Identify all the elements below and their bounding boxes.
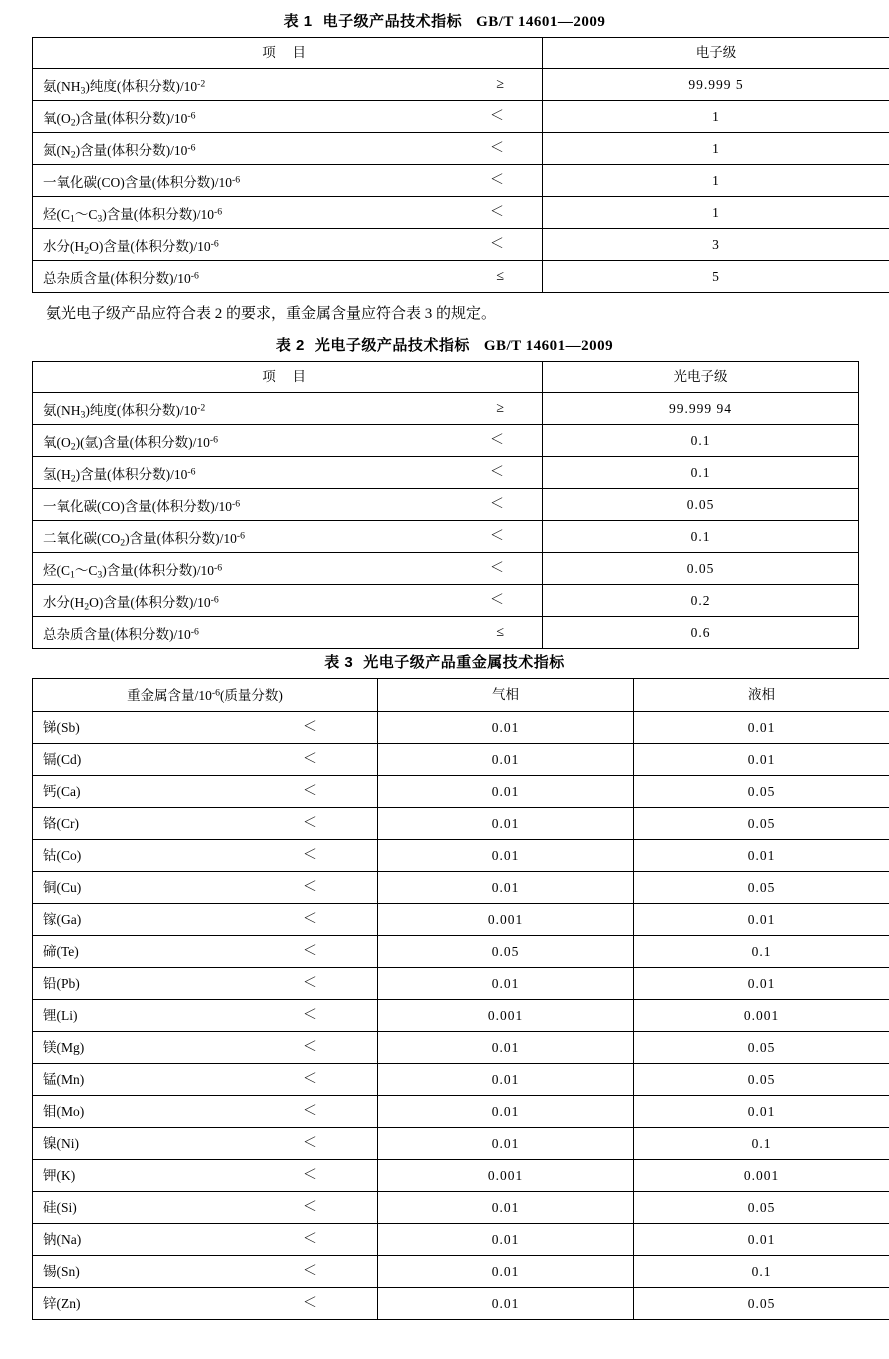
table3-operator: ＜ xyxy=(303,1167,317,1183)
table1-operator: ＜ xyxy=(490,237,504,252)
table-row xyxy=(33,775,889,807)
table2-value-cell xyxy=(543,424,859,456)
table3-metal-cell xyxy=(33,1191,378,1223)
table3-gas-text: 0.01 xyxy=(491,1295,520,1311)
table3-metal-cell xyxy=(33,1127,378,1159)
table3-operator: ＜ xyxy=(303,783,317,799)
table2-caption-number: 表 2 xyxy=(275,336,305,354)
table3-liquid-cell xyxy=(634,1063,889,1095)
table3-operator: ＜ xyxy=(303,1071,317,1087)
table2-item-text: 总杂质含量(体积分数)$/10^{-6}$ xyxy=(43,626,199,642)
table3-metal-text: 铅(Pb) xyxy=(43,975,80,991)
table3-metal-text: 铜(Cu) xyxy=(43,879,82,895)
table1-operator: ＜ xyxy=(490,173,504,188)
table3-liquid-text: 0.01 xyxy=(747,1103,776,1119)
table3-gas-text: 0.01 xyxy=(491,751,520,767)
table3-gas-cell xyxy=(378,807,634,839)
table3-liquid-cell xyxy=(634,1223,889,1255)
table3-gas-text: 0.01 xyxy=(491,815,520,831)
table3-liquid-text: 0.01 xyxy=(747,911,776,927)
table3-metal-text: 钙(Ca) xyxy=(43,783,81,799)
table3-metal-cell xyxy=(33,775,378,807)
table3-header-liquid: 液相 xyxy=(634,678,889,711)
table2-item-text: 烃$(C_1\sim C_3)$含量(体积分数)$/10^{-6}$ xyxy=(43,562,223,581)
table3-metal-cell xyxy=(33,1223,378,1255)
table1-header-item xyxy=(33,38,543,69)
table1-value-cell xyxy=(543,133,889,165)
table-row xyxy=(33,743,889,775)
table-row xyxy=(33,1127,889,1159)
table3-liquid-text: 0.001 xyxy=(743,1007,780,1023)
table3-metal-cell xyxy=(33,711,378,743)
table3-liquid-cell xyxy=(634,967,889,999)
table3-operator: ＜ xyxy=(303,815,317,831)
table2-caption-standard: GB/T 14601—2009 xyxy=(483,337,614,354)
table-row xyxy=(33,903,889,935)
table2-head xyxy=(33,361,859,392)
table3-liquid-cell xyxy=(634,1127,889,1159)
table3-gas-cell xyxy=(378,999,634,1031)
table2-value-cell xyxy=(543,488,859,520)
table3-metal-cell xyxy=(33,807,378,839)
table1-head xyxy=(33,38,889,69)
table2-item-cell xyxy=(33,456,543,488)
table3-metal-text: 钠(Na) xyxy=(43,1231,82,1247)
table3-metal-cell xyxy=(33,839,378,871)
table3-metal-cell xyxy=(33,871,378,903)
table3-liquid-cell xyxy=(634,1287,889,1319)
table3-liquid-text: 0.05 xyxy=(747,783,776,799)
table3-caption-number: 表 3 xyxy=(324,653,354,671)
table3-liquid-text: 0.01 xyxy=(747,975,776,991)
table2-value-text: 0.1 xyxy=(690,464,711,480)
table-row xyxy=(33,1223,889,1255)
table3-liquid-cell xyxy=(634,903,889,935)
table3-gas-cell xyxy=(378,1095,634,1127)
table3-liquid-text: 0.01 xyxy=(747,719,776,735)
table3-caption-title: 光电子级产品重金属技术指标 xyxy=(363,653,565,671)
table3-liquid-cell xyxy=(634,839,889,871)
table-row xyxy=(33,69,889,101)
table3-gas-text: 0.01 xyxy=(491,1231,520,1247)
table3-liquid-cell xyxy=(634,807,889,839)
table3-gas-cell xyxy=(378,1159,634,1191)
table-row xyxy=(33,1191,889,1223)
table2-operator: ＜ xyxy=(490,464,504,480)
table3-operator: ＜ xyxy=(303,1295,317,1311)
table-row xyxy=(33,552,859,584)
table3-gas-cell xyxy=(378,743,634,775)
table3-metal-text: 锑(Sb) xyxy=(43,719,80,735)
table2-operator: ＜ xyxy=(490,432,504,448)
table1-value-text: 1 xyxy=(712,173,720,188)
table1-item-cell xyxy=(33,165,543,197)
table1-operator: ≥ xyxy=(496,77,504,92)
table3-operator: ＜ xyxy=(303,943,317,959)
table3-gas-text: 0.001 xyxy=(487,911,524,927)
table3-operator: ＜ xyxy=(303,1135,317,1151)
table1-item-text: 一氧化碳(CO)含量(体积分数)$/10^{-6}$ xyxy=(43,175,241,191)
table-row xyxy=(33,520,859,552)
table2-operator: ≤ xyxy=(496,624,504,640)
table-row xyxy=(33,101,889,133)
table3-operator: ＜ xyxy=(303,1103,317,1119)
table3-body xyxy=(33,711,889,1319)
table3-liquid-cell xyxy=(634,871,889,903)
table-row xyxy=(33,999,889,1031)
table2-header-item xyxy=(33,361,543,392)
table1-item-text: 水分$(H_2O)$含量(体积分数)$/10^{-6}$ xyxy=(43,239,219,257)
table2-item-text: 氧$(O_2)$(氩)含量(体积分数)$/10^{-6}$ xyxy=(43,434,218,453)
table3-metal-text: 钼(Mo) xyxy=(43,1103,85,1119)
table2-value-cell xyxy=(543,616,859,648)
table3-operator: ＜ xyxy=(303,847,317,863)
table3-metal-cell xyxy=(33,999,378,1031)
table3-section xyxy=(16,651,873,1320)
table3-gas-cell xyxy=(378,839,634,871)
table3-gas-cell xyxy=(378,903,634,935)
table-row xyxy=(33,165,889,197)
table1-operator: ＜ xyxy=(490,205,504,220)
table1-item-text: 氨$(NH_3)$纯度(体积分数)$/10^{-2}$ xyxy=(43,79,206,97)
table3-operator: ＜ xyxy=(303,719,317,735)
table3-gas-cell xyxy=(378,1287,634,1319)
table3-liquid-cell xyxy=(634,711,889,743)
table1-value-cell xyxy=(543,229,889,261)
table3-operator: ＜ xyxy=(303,1263,317,1279)
table3-gas-cell xyxy=(378,1063,634,1095)
table1-header-row xyxy=(33,38,889,69)
table1-item-cell xyxy=(33,101,543,133)
table3-gas-cell xyxy=(378,1031,634,1063)
table-row xyxy=(33,839,889,871)
table3-metal-cell xyxy=(33,1095,378,1127)
table3-liquid-cell xyxy=(634,1095,889,1127)
table1-item-cell xyxy=(33,229,543,261)
table3-metal-cell xyxy=(33,1031,378,1063)
table-row xyxy=(33,1159,889,1191)
table3-liquid-cell xyxy=(634,775,889,807)
table-row xyxy=(33,133,889,165)
table2 xyxy=(32,361,859,649)
table3-operator: ＜ xyxy=(303,1007,317,1023)
table3-liquid-text: 0.01 xyxy=(747,847,776,863)
table2-item-text: 水分$(H_2O)$含量(体积分数)$/10^{-6}$ xyxy=(43,594,219,613)
table-row xyxy=(33,1031,889,1063)
table3-gas-text: 0.001 xyxy=(487,1167,524,1183)
table2-section xyxy=(16,334,873,649)
table2-value-cell xyxy=(543,584,859,616)
table3-liquid-text: 0.05 xyxy=(747,1295,776,1311)
table1-item-cell xyxy=(33,197,543,229)
table3-liquid-text: 0.1 xyxy=(751,1135,772,1151)
table1-item-text: 氧$(O_2)$含量(体积分数)$/10^{-6}$ xyxy=(43,111,196,129)
table-row xyxy=(33,807,889,839)
table2-operator: ＜ xyxy=(490,592,504,608)
table3-gas-text: 0.001 xyxy=(487,1007,524,1023)
table3-gas-cell xyxy=(378,1191,634,1223)
table3-gas-text: 0.01 xyxy=(491,1199,520,1215)
table3-metal-cell xyxy=(33,1287,378,1319)
table-row xyxy=(33,1095,889,1127)
table3-wrapper xyxy=(32,678,873,1320)
table3-metal-text: 钴(Co) xyxy=(43,847,82,863)
table1-value-cell xyxy=(543,197,889,229)
table3-caption xyxy=(16,651,873,672)
table1-value-cell xyxy=(543,69,889,101)
table3-metal-text: 锡(Sn) xyxy=(43,1263,80,1279)
table1-item-text: 氮$(N_2)$含量(体积分数)$/10^{-6}$ xyxy=(43,143,196,161)
table3-gas-cell xyxy=(378,935,634,967)
table-row xyxy=(33,1063,889,1095)
table3-gas-cell xyxy=(378,1223,634,1255)
table3-gas-text: 0.01 xyxy=(491,783,520,799)
table3-gas-cell xyxy=(378,775,634,807)
table2-header-item-text: 项 目 xyxy=(262,368,313,384)
table3-metal-text: 钾(K) xyxy=(43,1167,76,1183)
table3-metal-text: 铬(Cr) xyxy=(43,815,79,831)
table-row xyxy=(33,967,889,999)
table1-caption-number: 表 1 xyxy=(283,13,313,30)
table3-gas-cell xyxy=(378,1127,634,1159)
table2-operator: ＜ xyxy=(490,496,504,512)
table2-operator: ＜ xyxy=(490,528,504,544)
table1-caption-standard: GB/T 14601—2009 xyxy=(476,14,606,30)
table-row xyxy=(33,616,859,648)
table3-gas-text: 0.01 xyxy=(491,1135,520,1151)
table3-metal-text: 碲(Te) xyxy=(43,943,79,959)
table2-value-text: 0.05 xyxy=(686,496,715,512)
table3-metal-text: 锌(Zn) xyxy=(43,1295,81,1311)
table1-item-cell xyxy=(33,261,543,293)
table3-gas-cell xyxy=(378,1255,634,1287)
table3-liquid-text: 0.01 xyxy=(747,751,776,767)
table2-item-cell xyxy=(33,552,543,584)
table2-item-cell xyxy=(33,424,543,456)
table2-operator: ＜ xyxy=(490,560,504,576)
table1-item-text: 总杂质含量(体积分数)$/10^{-6}$ xyxy=(43,271,199,287)
table1-item-cell xyxy=(33,133,543,165)
table1-value-text: 1 xyxy=(712,141,720,156)
table2-caption xyxy=(16,334,873,355)
table1-header-grade: 电子级 xyxy=(543,38,889,69)
table3-gas-text: 0.01 xyxy=(491,1103,520,1119)
table3-metal-text: 镍(Ni) xyxy=(43,1135,79,1151)
table2-value-text: 0.1 xyxy=(690,432,711,448)
table-row xyxy=(33,711,889,743)
table3-liquid-text: 0.1 xyxy=(751,1263,772,1279)
table-row xyxy=(33,584,859,616)
table2-value-text: 0.1 xyxy=(690,528,711,544)
table3 xyxy=(32,678,889,1320)
table3-operator: ＜ xyxy=(303,911,317,927)
table3-metal-cell xyxy=(33,1255,378,1287)
table1-value-cell xyxy=(543,165,889,197)
table2-value-cell xyxy=(543,456,859,488)
table-row xyxy=(33,935,889,967)
table3-metal-text: 锂(Li) xyxy=(43,1007,78,1023)
table3-operator: ＜ xyxy=(303,1039,317,1055)
table-row xyxy=(33,261,889,293)
table1-value-text: 1 xyxy=(712,205,720,220)
table2-value-cell xyxy=(543,552,859,584)
table1-value-text: 5 xyxy=(712,269,720,284)
table1-item-cell xyxy=(33,69,543,101)
table2-item-text: 氢$(H_2)$含量(体积分数)$/10^{-6}$ xyxy=(43,466,196,485)
table2-value-text: 0.05 xyxy=(686,560,715,576)
table3-liquid-text: 0.05 xyxy=(747,879,776,895)
table2-item-cell xyxy=(33,616,543,648)
table1-value-text: 3 xyxy=(712,237,720,252)
table3-liquid-text: 0.1 xyxy=(751,943,772,959)
table3-liquid-cell xyxy=(634,1255,889,1287)
table3-liquid-cell xyxy=(634,999,889,1031)
table2-item-text: 氨$(NH_3)$纯度(体积分数)$/10^{-2}$ xyxy=(43,402,206,421)
table3-operator: ＜ xyxy=(303,751,317,767)
table3-operator: ＜ xyxy=(303,975,317,991)
table2-item-cell xyxy=(33,584,543,616)
table3-metal-text: 镓(Ga) xyxy=(43,911,82,927)
table-row xyxy=(33,229,889,261)
table3-gas-text: 0.01 xyxy=(491,1039,520,1055)
table1-value-cell xyxy=(543,101,889,133)
table3-liquid-text: 0.05 xyxy=(747,1199,776,1215)
table3-liquid-text: 0.05 xyxy=(747,815,776,831)
table3-gas-text: 0.05 xyxy=(491,943,520,959)
table2-item-cell xyxy=(33,520,543,552)
table3-metal-text: 硅(Si) xyxy=(43,1199,77,1215)
table3-liquid-cell xyxy=(634,1031,889,1063)
table3-metal-text: 镁(Mg) xyxy=(43,1039,85,1055)
table3-metal-cell xyxy=(33,1063,378,1095)
table3-liquid-text: 0.001 xyxy=(743,1167,780,1183)
table2-item-text: 二氧化碳$(CO_2)$含量(体积分数)$/10^{-6}$ xyxy=(43,530,245,549)
table3-operator: ＜ xyxy=(303,1199,317,1215)
table3-gas-text: 0.01 xyxy=(491,1071,520,1087)
table-row xyxy=(33,871,889,903)
table2-value-text: 0.2 xyxy=(690,592,711,608)
table-row xyxy=(33,1255,889,1287)
table3-header-row xyxy=(33,678,889,711)
table1 xyxy=(32,37,889,293)
table1-value-text: 99.999 5 xyxy=(688,77,744,92)
table1-header-item-text: 项 目 xyxy=(262,45,313,60)
table3-metal-cell xyxy=(33,967,378,999)
table-row xyxy=(33,488,859,520)
table2-value-cell xyxy=(543,392,859,424)
table3-gas-text: 0.01 xyxy=(491,879,520,895)
table2-value-text: 0.6 xyxy=(690,624,711,640)
table-row xyxy=(33,456,859,488)
table3-gas-cell xyxy=(378,711,634,743)
table3-metal-cell xyxy=(33,743,378,775)
table-row xyxy=(33,424,859,456)
table-row xyxy=(33,1287,889,1319)
table2-item-cell xyxy=(33,392,543,424)
table1-caption xyxy=(16,10,873,31)
table1-wrapper xyxy=(32,37,873,293)
table1-value-text: 1 xyxy=(712,109,720,124)
table3-operator: ＜ xyxy=(303,879,317,895)
table3-gas-cell xyxy=(378,871,634,903)
table3-header-gas: 气相 xyxy=(378,678,634,711)
table2-item-text: 一氧化碳(CO)含量(体积分数)$/10^{-6}$ xyxy=(43,498,241,514)
table1-operator: ＜ xyxy=(490,141,504,156)
table1-operator: ＜ xyxy=(490,109,504,124)
table3-gas-text: 0.01 xyxy=(491,719,520,735)
table3-gas-cell xyxy=(378,967,634,999)
table3-metal-cell xyxy=(33,935,378,967)
table3-liquid-cell xyxy=(634,1191,889,1223)
table3-liquid-text: 0.05 xyxy=(747,1039,776,1055)
table3-header-metal: 重金属含量$/10^{-6}$(质量分数) xyxy=(33,678,378,711)
table3-liquid-cell xyxy=(634,743,889,775)
table2-caption-title: 光电子级产品技术指标 xyxy=(314,336,470,354)
table1-body xyxy=(33,69,889,293)
table3-liquid-text: 0.01 xyxy=(747,1231,776,1247)
table3-metal-cell xyxy=(33,903,378,935)
table1-section xyxy=(16,10,873,293)
table3-metal-cell xyxy=(33,1159,378,1191)
table3-liquid-text: 0.05 xyxy=(747,1071,776,1087)
table2-body xyxy=(33,392,859,648)
table3-liquid-cell xyxy=(634,935,889,967)
table3-operator: ＜ xyxy=(303,1231,317,1247)
table1-item-text: 烃$(C_1\sim C_3)$含量(体积分数)$/10^{-6}$ xyxy=(43,207,223,225)
table-row xyxy=(33,392,859,424)
table2-header-row xyxy=(33,361,859,392)
table2-value-cell xyxy=(543,520,859,552)
table3-metal-text: 锰(Mn) xyxy=(43,1071,85,1087)
table2-header-grade: 光电子级 xyxy=(543,361,859,392)
table1-value-cell xyxy=(543,261,889,293)
body-paragraph: 氨光电子级产品应符合表 2 的要求，重金属含量应符合表 3 的规定。 xyxy=(46,306,497,322)
table2-operator: ≥ xyxy=(496,400,504,416)
table3-gas-text: 0.01 xyxy=(491,847,520,863)
table2-item-cell xyxy=(33,488,543,520)
table3-metal-text: 镉(Cd) xyxy=(43,751,82,767)
table3-gas-text: 0.01 xyxy=(491,975,520,991)
table1-operator: ≤ xyxy=(496,269,504,284)
table2-value-text: 99.999 94 xyxy=(669,400,732,416)
table1-caption-title: 电子级产品技术指标 xyxy=(322,13,463,30)
table3-liquid-cell xyxy=(634,1159,889,1191)
table3-gas-text: 0.01 xyxy=(491,1263,520,1279)
table-row xyxy=(33,197,889,229)
table3-head xyxy=(33,678,889,711)
